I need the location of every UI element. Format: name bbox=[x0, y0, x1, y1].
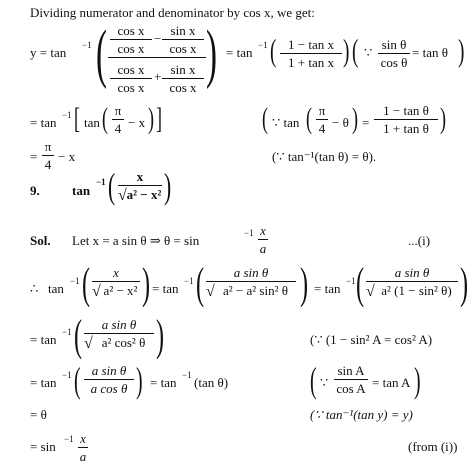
left-bracket: [ bbox=[74, 102, 80, 135]
sqrt-sign: √ bbox=[118, 187, 127, 204]
sin-x: sin x bbox=[170, 62, 196, 77]
frac-sin-over-cos bbox=[162, 24, 204, 55]
left-paren-reason3: ( bbox=[310, 360, 317, 400]
reason-identity: (∵ (1 − sin² A = cos² A) bbox=[310, 332, 433, 347]
equals: = bbox=[362, 115, 370, 130]
right-paren-a: ) bbox=[142, 259, 151, 308]
sin-x: sin x bbox=[170, 23, 196, 38]
one-plus-tan-theta: 1 + tan θ bbox=[383, 121, 429, 136]
because-symbol: ∵ bbox=[364, 45, 373, 60]
right-paren-b: ) bbox=[300, 259, 309, 308]
eq-tan-c: = tan bbox=[314, 281, 341, 296]
eq-tan-f: = tan bbox=[150, 375, 177, 390]
left-paren-b: ( bbox=[196, 259, 205, 308]
cos-theta: cos θ bbox=[380, 55, 408, 70]
left-paren-reason: ( bbox=[352, 32, 359, 68]
reason-tan-inverse: (∵ tan⁻¹(tan y) = y) bbox=[310, 407, 413, 422]
left-paren-big: ( bbox=[96, 16, 107, 90]
equation-ref: ...(i) bbox=[408, 233, 431, 248]
right-paren-c: ) bbox=[460, 259, 469, 308]
frac-bar bbox=[112, 119, 124, 120]
frac-bar bbox=[206, 281, 296, 282]
sqrt-sign: √ bbox=[366, 283, 375, 300]
frac-bar bbox=[366, 281, 458, 282]
a2-minus-a2sin2: a² − a² sin² θ bbox=[223, 283, 288, 298]
x-var: x bbox=[260, 223, 266, 238]
frac-bar bbox=[78, 447, 88, 448]
minus-x-line4: − x bbox=[58, 149, 76, 164]
cos-a: cos A bbox=[336, 381, 366, 396]
frac-tanx bbox=[280, 38, 342, 69]
a-sin-theta: a sin θ bbox=[91, 363, 127, 378]
right-paren-tan: ) bbox=[148, 102, 154, 135]
a2-1-minus-sin2: a² (1 − sin² θ) bbox=[381, 283, 452, 298]
frac-bar bbox=[378, 53, 410, 54]
pi: π bbox=[318, 103, 326, 118]
frac-bar bbox=[258, 239, 268, 240]
four: 4 bbox=[44, 157, 52, 172]
question-tan: tan bbox=[72, 183, 91, 198]
sin-theta: sin θ bbox=[381, 37, 407, 52]
right-bracket: ] bbox=[156, 102, 162, 135]
right-paren-reason: ) bbox=[458, 32, 465, 68]
right-paren-reason2: ) bbox=[440, 102, 446, 135]
eq-tanA: = tan A bbox=[372, 375, 411, 390]
four: 4 bbox=[318, 121, 326, 136]
cos-x: cos x bbox=[117, 41, 145, 56]
eq-tan-line3: = tan bbox=[30, 115, 57, 130]
left-paren-e: ( bbox=[74, 360, 81, 400]
cos-x: cos x bbox=[169, 80, 197, 95]
a-cos-theta: a cos θ bbox=[90, 381, 128, 396]
frac-bar bbox=[42, 155, 54, 156]
minus-x: − x bbox=[128, 115, 146, 130]
frac-bar bbox=[316, 119, 328, 120]
intro-text: Dividing numerator and denominator by cos x, we get: bbox=[30, 5, 315, 20]
a-sin-theta: a sin θ bbox=[233, 265, 269, 280]
eq-line4: = bbox=[30, 149, 38, 164]
inverse-sup-1: −1 bbox=[82, 40, 92, 50]
tan-a: tan bbox=[48, 281, 64, 296]
left-paren-reason2: ( bbox=[262, 102, 268, 135]
inverse-sup-d: −1 bbox=[62, 327, 72, 337]
inverse-sup-f: −1 bbox=[182, 370, 192, 380]
reason-line4: (∵ tan⁻¹(tan θ) = θ). bbox=[272, 149, 377, 164]
frac-bar bbox=[162, 78, 204, 79]
frac-bar bbox=[162, 39, 204, 40]
frac-x-over-a bbox=[258, 224, 268, 255]
cos-x: cos x bbox=[117, 23, 145, 38]
y-eq-tan: y = tan bbox=[30, 45, 67, 60]
sol-label: Sol. bbox=[30, 233, 51, 248]
a-var: a bbox=[259, 241, 267, 256]
one-minus-tan-theta: 1 − tan θ bbox=[383, 103, 429, 118]
main-frac-bar bbox=[108, 57, 206, 58]
a2-minus-x2: a² − x² bbox=[103, 283, 138, 298]
therefore-symbol: ∴ bbox=[30, 281, 39, 296]
inverse-sup-c: −1 bbox=[346, 276, 356, 286]
four: 4 bbox=[114, 121, 122, 136]
plus-sign: + bbox=[154, 69, 162, 84]
question-number: 9. bbox=[30, 183, 40, 198]
frac-bar bbox=[110, 78, 152, 79]
left-paren-c: ( bbox=[356, 259, 365, 308]
frac-bar bbox=[118, 185, 162, 186]
a-sin-theta: a sin θ bbox=[101, 317, 137, 332]
frac-tan-theta bbox=[374, 104, 438, 135]
frac-asin-sqrt bbox=[206, 266, 296, 297]
frac-bar bbox=[84, 333, 154, 334]
tan-theta-paren: (tan θ) bbox=[194, 375, 229, 390]
x-var: x bbox=[80, 431, 86, 446]
left-paren-tan: ( bbox=[102, 102, 108, 135]
eq-sin: = sin bbox=[30, 439, 56, 454]
a-var: a bbox=[79, 449, 87, 464]
left-paren: ( bbox=[270, 32, 277, 68]
right-paren-e: ) bbox=[136, 360, 143, 400]
a2-minus-x2: a² − x² bbox=[126, 187, 162, 202]
left-paren-pi: ( bbox=[306, 102, 312, 135]
right-paren-big: ) bbox=[206, 16, 217, 90]
frac-bar bbox=[110, 39, 152, 40]
right-paren-d: ) bbox=[156, 311, 165, 360]
frac-sin-over-cos-den bbox=[162, 63, 204, 94]
one-minus-tanx: 1 − tan x bbox=[288, 37, 334, 52]
minus-sign: − bbox=[154, 31, 162, 46]
from-i-ref: (from (i)) bbox=[408, 439, 458, 454]
frac-bar bbox=[374, 119, 438, 120]
cos-x: cos x bbox=[169, 41, 197, 56]
right-paren-q: ) bbox=[164, 166, 172, 206]
frac-pi-4-c bbox=[42, 140, 54, 171]
frac-cos-over-cos-den bbox=[110, 63, 152, 94]
frac-bar bbox=[334, 379, 368, 380]
inverse-sup-e: −1 bbox=[62, 370, 72, 380]
sin-a: sin A bbox=[337, 363, 365, 378]
one-plus-tanx: 1 + tan x bbox=[288, 55, 334, 70]
frac-bar bbox=[280, 53, 342, 54]
cos-x: cos x bbox=[117, 80, 145, 95]
inverse-sup-2: −1 bbox=[258, 40, 268, 50]
frac-asin-acos bbox=[84, 364, 134, 395]
because-tan: ∵ tan bbox=[272, 115, 300, 130]
cos-x: cos x bbox=[117, 62, 145, 77]
sqrt-sign: √ bbox=[84, 335, 93, 352]
frac-sinA-cosA bbox=[334, 364, 368, 395]
eq-tan-b: = tan bbox=[152, 281, 179, 296]
pi: π bbox=[114, 103, 122, 118]
frac-bar bbox=[92, 281, 140, 282]
minus-theta: − θ bbox=[332, 115, 349, 130]
eq-tan-d: = tan bbox=[30, 332, 57, 347]
eq-tan-e: = tan bbox=[30, 375, 57, 390]
x-var: x bbox=[136, 169, 144, 184]
frac-pi-4-b bbox=[316, 104, 328, 135]
inverse-sup-q: −1 bbox=[96, 177, 106, 187]
inverse-sup-g: −1 bbox=[64, 434, 74, 444]
right-paren: ) bbox=[343, 32, 350, 68]
left-paren-d: ( bbox=[74, 311, 83, 360]
inverse-sup-3: −1 bbox=[62, 110, 72, 120]
because-symbol: ∵ bbox=[320, 375, 329, 390]
inverse-sup-b: −1 bbox=[184, 276, 194, 286]
sqrt-sign: √ bbox=[206, 283, 215, 300]
pi: π bbox=[44, 139, 52, 154]
frac-bar bbox=[84, 379, 134, 380]
sqrt-sign: √ bbox=[92, 283, 101, 300]
right-paren-reason3: ) bbox=[414, 360, 421, 400]
eq-tan-1: = tan bbox=[226, 45, 253, 60]
inverse-sup-sol: −1 bbox=[244, 228, 254, 238]
frac-cos-over-cos bbox=[110, 24, 152, 55]
eq-tan-theta: = tan θ bbox=[412, 45, 448, 60]
inverse-sup-a: −1 bbox=[70, 276, 80, 286]
left-paren-a: ( bbox=[82, 259, 91, 308]
left-paren-q: ( bbox=[108, 166, 116, 206]
frac-pi-4 bbox=[112, 104, 124, 135]
frac-asin-acos-sqrt bbox=[84, 318, 154, 349]
a2-cos2: a² cos² θ bbox=[101, 335, 146, 350]
right-paren-pi: ) bbox=[352, 102, 358, 135]
frac-asin-sqrt-c bbox=[366, 266, 458, 297]
x-var: x bbox=[113, 265, 119, 280]
eq-theta: = θ bbox=[30, 407, 47, 422]
inner-tan: tan bbox=[84, 115, 100, 130]
frac-x-over-a-final bbox=[78, 432, 88, 463]
let-statement: Let x = a sin θ ⇒ θ = sin bbox=[72, 233, 200, 248]
frac-sin-cos-theta bbox=[378, 38, 410, 69]
a-sin-theta: a sin θ bbox=[394, 265, 430, 280]
